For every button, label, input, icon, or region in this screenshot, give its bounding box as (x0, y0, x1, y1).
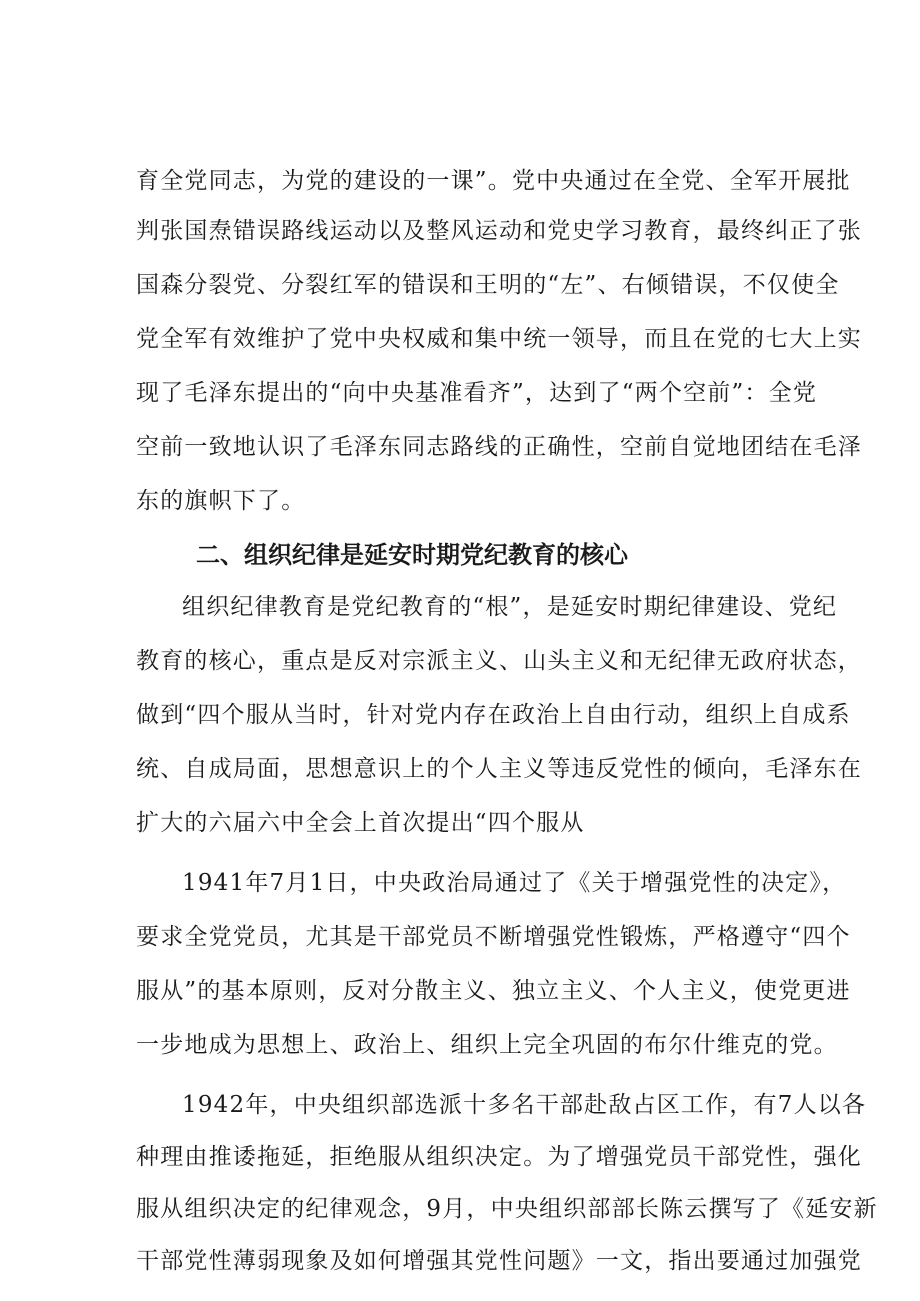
text-line: 干部党性薄弱现象及如何增强其党性问题》一文，指出要通过加强党 (136, 1248, 862, 1274)
text-line: 东的旗帜下了。 (136, 488, 306, 514)
section-heading: 二、组织纪律是延安时期党纪教育的核心 (196, 541, 628, 569)
text-line: 国森分裂党、分裂红军的错误和王明的“左”、右倾错误，不仅使全 (136, 272, 840, 298)
text-line: 组织纪律教育是党纪教育的“根”，是延安时期纪律建设、党纪 (182, 594, 838, 620)
text-line: 要求全党党员，尤其是干部党员不断增强党性锻炼，严格遵守“四个 (136, 924, 851, 950)
text-line: 教育的核心，重点是反对宗派主义、山头主义和无纪律无政府状态， (136, 648, 862, 674)
text-line: 统、自成局面，思想意识上的个人主义等违反党性的倾向，毛泽东在 (136, 756, 862, 782)
text-line: 党全军有效维护了党中央权威和集中统一领导，而且在党的七大上实 (136, 326, 862, 352)
text-line: 扩大的六届六中全会上首次提出“四个服从 (136, 810, 585, 836)
text-line: 现了毛泽东提出的“向中央基准看齐”，达到了“两个空前”：全党 (136, 380, 818, 406)
text-line: 做到“四个服从当时，针对党内存在政治上自由行动，组织上自成系 (136, 702, 851, 728)
text-line: 服从”的基本原则，反对分散主义、独立主义、个人主义，使党更进 (136, 978, 851, 1004)
text-line: 种理由推诿拖延，拒绝服从组织决定。为了增强党员干部党性，强化 (136, 1144, 862, 1170)
text-line: 判张国焘错误路线运动以及整风运动和党史学习教育，最终纠正了张 (136, 218, 862, 244)
text-line: 育全党同志，为党的建设的一课”。党中央通过在全党、全军开展批 (136, 168, 851, 194)
text-line: 服从组织决定的纪律观念，9月，中央组织部部长陈云撰写了《延安新 (136, 1196, 878, 1222)
text-line: 1942年，中央组织部选派十多名干部赴敌占区工作，有7人以各 (182, 1092, 867, 1118)
text-line: 1941年7月1日，中央政治局通过了《关于增强党性的决定》， (182, 870, 847, 896)
text-line: 一步地成为思想上、政治上、组织上完全巩固的布尔什维克的党。 (136, 1032, 838, 1058)
text-line: 空前一致地认识了毛泽东同志路线的正确性，空前自觉地团结在毛泽 (136, 434, 862, 460)
